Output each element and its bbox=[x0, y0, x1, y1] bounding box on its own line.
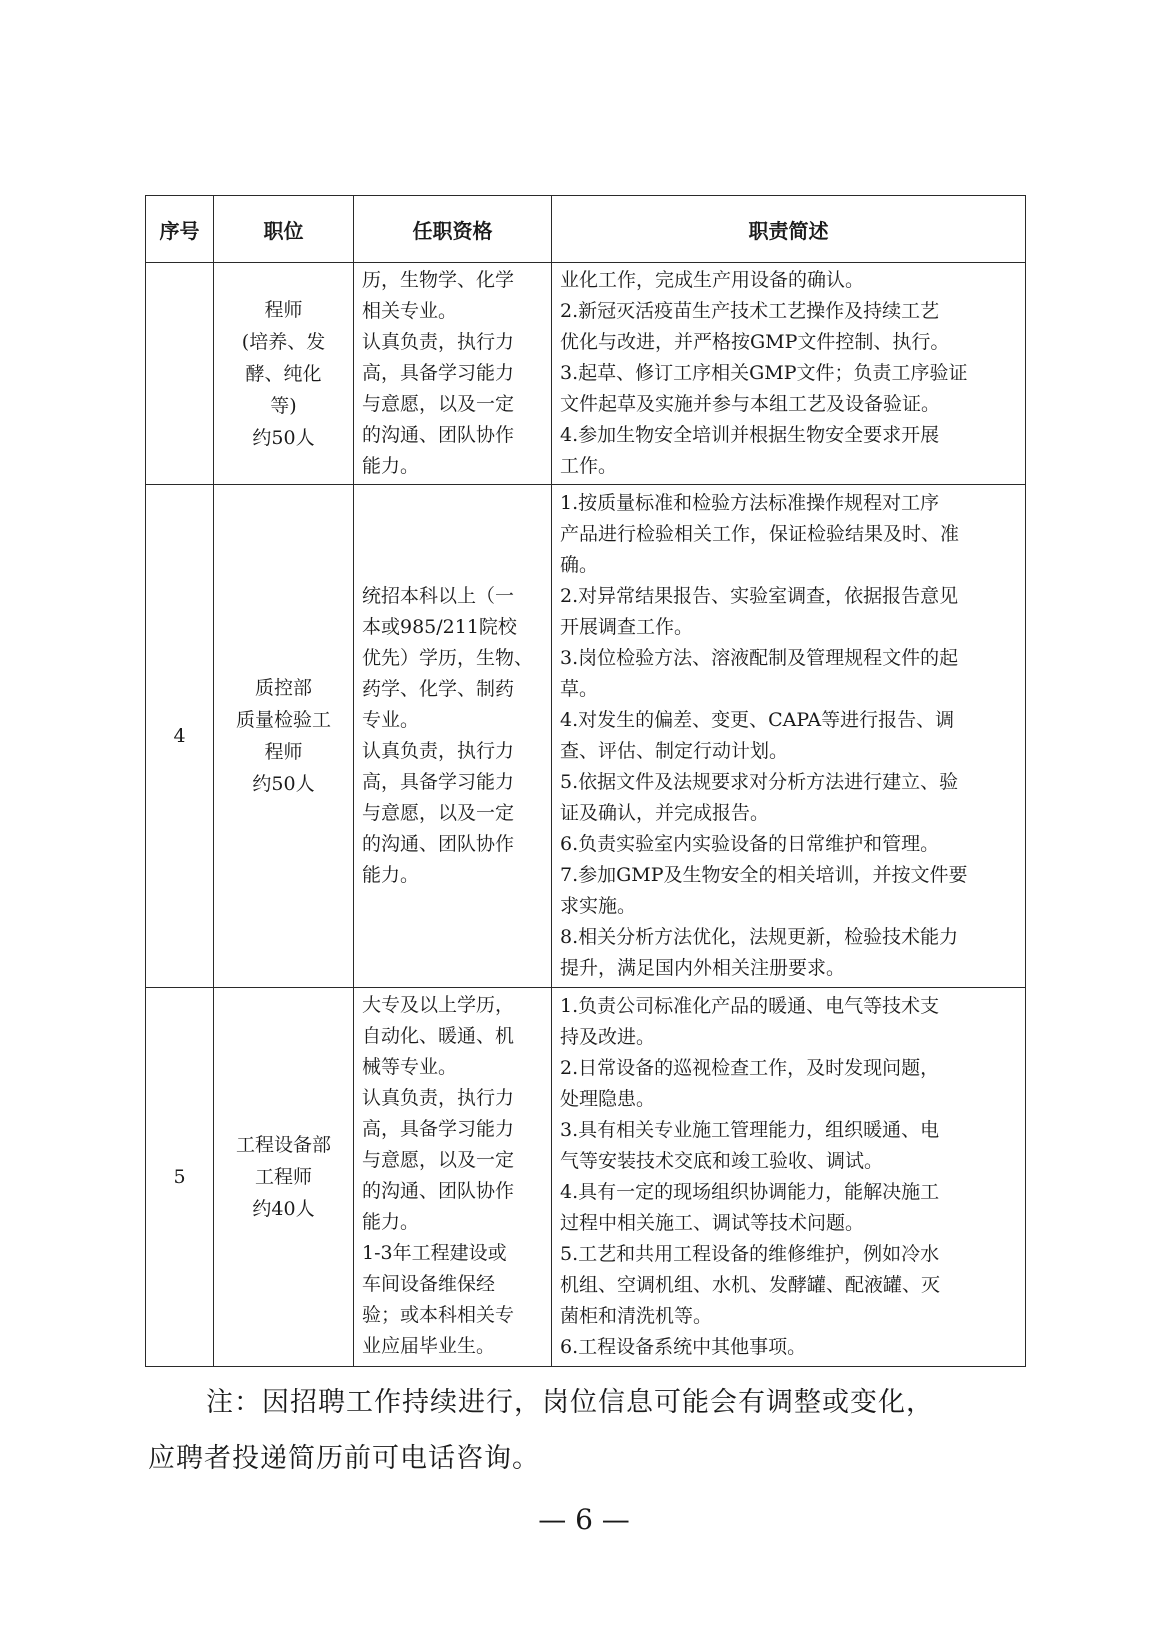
qualification-line: 1-3年工程建设或 bbox=[362, 1242, 507, 1264]
qualification-line: 车间设备维保经 bbox=[362, 1273, 496, 1295]
qualification-line: 高，具备学习能力 bbox=[362, 1118, 515, 1140]
duty-line: 确。 bbox=[560, 554, 599, 576]
qualification-line: 验；或本科相关专 bbox=[362, 1304, 515, 1326]
duty-line: 7.参加GMP及生物安全的相关培训，并按文件要 bbox=[560, 864, 968, 886]
row-number bbox=[146, 263, 214, 485]
position-line: 质控部 bbox=[254, 677, 312, 699]
position-line: 酵、纯化 bbox=[245, 362, 322, 385]
duty-line: 证及确认，并完成报告。 bbox=[560, 802, 770, 824]
table-header-row bbox=[146, 196, 1026, 263]
footnote-text-1: 注：因招聘工作持续进行，岗位信息可能会有调整或变化， bbox=[206, 1387, 934, 1418]
qualification-line: 能力。 bbox=[362, 455, 420, 477]
position-line: 约40人 bbox=[252, 1198, 315, 1220]
qualification-line: 的沟通、团队协作 bbox=[362, 1180, 515, 1202]
duties-cell bbox=[552, 263, 1026, 485]
qualification-line: 优先）学历，生物、 bbox=[362, 647, 534, 669]
duty-line: 业化工作，完成生产用设备的确认。 bbox=[560, 269, 865, 291]
duty-line: 6.工程设备系统中其他事项。 bbox=[560, 1336, 807, 1358]
qualification-line: 专业。 bbox=[362, 709, 420, 731]
qualification-line: 械等专业。 bbox=[362, 1056, 458, 1078]
table-row bbox=[146, 988, 1026, 1367]
header-no: 序号 bbox=[146, 196, 214, 263]
duty-line: 查、评估、制定行动计划。 bbox=[560, 740, 789, 762]
duty-line: 4.对发生的偏差、变更、CAPA等进行报告、调 bbox=[560, 709, 955, 731]
duty-line: 草。 bbox=[560, 678, 599, 700]
qualification-line: 与意愿，以及一定 bbox=[362, 1149, 515, 1171]
duty-line: 工作。 bbox=[560, 455, 618, 477]
position-line: 程师 bbox=[264, 298, 303, 321]
duty-line: 4.参加生物安全培训并根据生物安全要求开展 bbox=[560, 424, 940, 446]
position-line: (培养、发 bbox=[241, 330, 326, 353]
qualification-line: 历，生物学、化学 bbox=[362, 269, 515, 291]
qualification-line: 高，具备学习能力 bbox=[362, 362, 515, 384]
table-row bbox=[146, 485, 1026, 988]
duty-line: 3.具有相关专业施工管理能力，组织暖通、电 bbox=[560, 1119, 940, 1141]
footnote bbox=[148, 1375, 1028, 1487]
header-position: 职位 bbox=[214, 196, 354, 263]
duty-line: 6.负责实验室内实验设备的日常维护和管理。 bbox=[560, 833, 940, 855]
duty-line: 4.具有一定的现场组织协调能力，能解决施工 bbox=[560, 1181, 940, 1203]
qualification-line: 药学、化学、制药 bbox=[362, 678, 515, 700]
position-cell bbox=[214, 263, 354, 485]
duty-line: 过程中相关施工、调试等技术问题。 bbox=[560, 1212, 865, 1234]
qualification-line: 与意愿，以及一定 bbox=[362, 802, 515, 824]
duty-line: 3.起草、修订工序相关GMP文件；负责工序验证 bbox=[560, 362, 968, 384]
duty-line: 气等安装技术交底和竣工验收、调试。 bbox=[560, 1150, 884, 1172]
qualification-line: 能力。 bbox=[362, 864, 420, 886]
job-table bbox=[145, 195, 1026, 1367]
qualification-line: 的沟通、团队协作 bbox=[362, 424, 515, 446]
qualification-line: 的沟通、团队协作 bbox=[362, 833, 515, 855]
duty-line: 菌柜和清洗机等。 bbox=[560, 1305, 713, 1327]
duty-line: 2.对异常结果报告、实验室调查，依据报告意见 bbox=[560, 585, 959, 607]
duty-line: 求实施。 bbox=[560, 895, 637, 917]
qualification-line: 大专及以上学历， bbox=[362, 994, 515, 1016]
row-number: 5 bbox=[146, 988, 214, 1367]
position-cell bbox=[214, 988, 354, 1367]
table-row bbox=[146, 263, 1026, 485]
duties-cell bbox=[552, 485, 1026, 988]
header-qualifications: 任职资格 bbox=[354, 196, 552, 263]
qualification-line: 本或985/211院校 bbox=[362, 616, 517, 638]
position-line: 工程师 bbox=[254, 1166, 312, 1188]
position-line: 等) bbox=[270, 394, 297, 417]
qualifications-cell bbox=[354, 263, 552, 485]
duty-line: 1.按质量标准和检验方法标准操作规程对工序 bbox=[560, 492, 940, 514]
qualifications-cell bbox=[354, 485, 552, 988]
qualification-line: 业应届毕业生。 bbox=[362, 1335, 496, 1357]
duty-line: 产品进行检验相关工作，保证检验结果及时、准 bbox=[560, 523, 960, 545]
position-line: 约50人 bbox=[252, 773, 315, 795]
position-line: 约50人 bbox=[252, 426, 315, 449]
duty-line: 1.负责公司标准化产品的暖通、电气等技术支 bbox=[560, 995, 940, 1017]
qualification-line: 认真负责，执行力 bbox=[362, 1087, 515, 1109]
duty-line: 开展调查工作。 bbox=[560, 616, 694, 638]
qualification-line: 自动化、暖通、机 bbox=[362, 1025, 515, 1047]
qualifications-cell bbox=[354, 988, 552, 1367]
header-duties: 职责简述 bbox=[552, 196, 1026, 263]
duty-line: 处理隐患。 bbox=[560, 1088, 656, 1110]
position-cell bbox=[214, 485, 354, 988]
duty-line: 3.岗位检验方法、溶液配制及管理规程文件的起 bbox=[560, 647, 959, 669]
duty-line: 优化与改进，并严格按GMP文件控制、执行。 bbox=[560, 331, 950, 353]
qualification-line: 相关专业。 bbox=[362, 300, 458, 322]
qualification-line: 认真负责，执行力 bbox=[362, 740, 515, 762]
row-number: 4 bbox=[146, 485, 214, 988]
duty-line: 持及改进。 bbox=[560, 1026, 656, 1048]
position-line: 质量检验工 bbox=[235, 709, 331, 731]
duty-line: 文件起草及实施并参与本组工艺及设备验证。 bbox=[560, 393, 941, 415]
duty-line: 8.相关分析方法优化，法规更新，检验技术能力 bbox=[560, 926, 959, 948]
footnote-line: 应聘者投递简历前可电话咨询。 bbox=[148, 1443, 540, 1474]
qualification-line: 统招本科以上（一 bbox=[362, 585, 515, 607]
position-line: 程师 bbox=[264, 741, 303, 763]
duty-line: 2.日常设备的巡视检查工作，及时发现问题， bbox=[560, 1057, 940, 1079]
qualification-line: 认真负责，执行力 bbox=[362, 331, 515, 353]
footnote-line bbox=[148, 1375, 1028, 1431]
duty-line: 2.新冠灭活疫苗生产技术工艺操作及持续工艺 bbox=[560, 300, 940, 322]
position-line: 工程设备部 bbox=[235, 1134, 331, 1156]
qualification-line: 高，具备学习能力 bbox=[362, 771, 515, 793]
qualification-line: 能力。 bbox=[362, 1211, 420, 1233]
duty-line: 5.工艺和共用工程设备的维修维护，例如冷水 bbox=[560, 1243, 940, 1265]
duties-cell bbox=[552, 988, 1026, 1367]
page-number: — 6 — bbox=[538, 1503, 630, 1536]
duty-line: 提升，满足国内外相关注册要求。 bbox=[560, 957, 846, 979]
duty-line: 5.依据文件及法规要求对分析方法进行建立、验 bbox=[560, 771, 959, 793]
qualification-line: 与意愿，以及一定 bbox=[362, 393, 515, 415]
duty-line: 机组、空调机组、水机、发酵罐、配液罐、灭 bbox=[560, 1274, 941, 1296]
